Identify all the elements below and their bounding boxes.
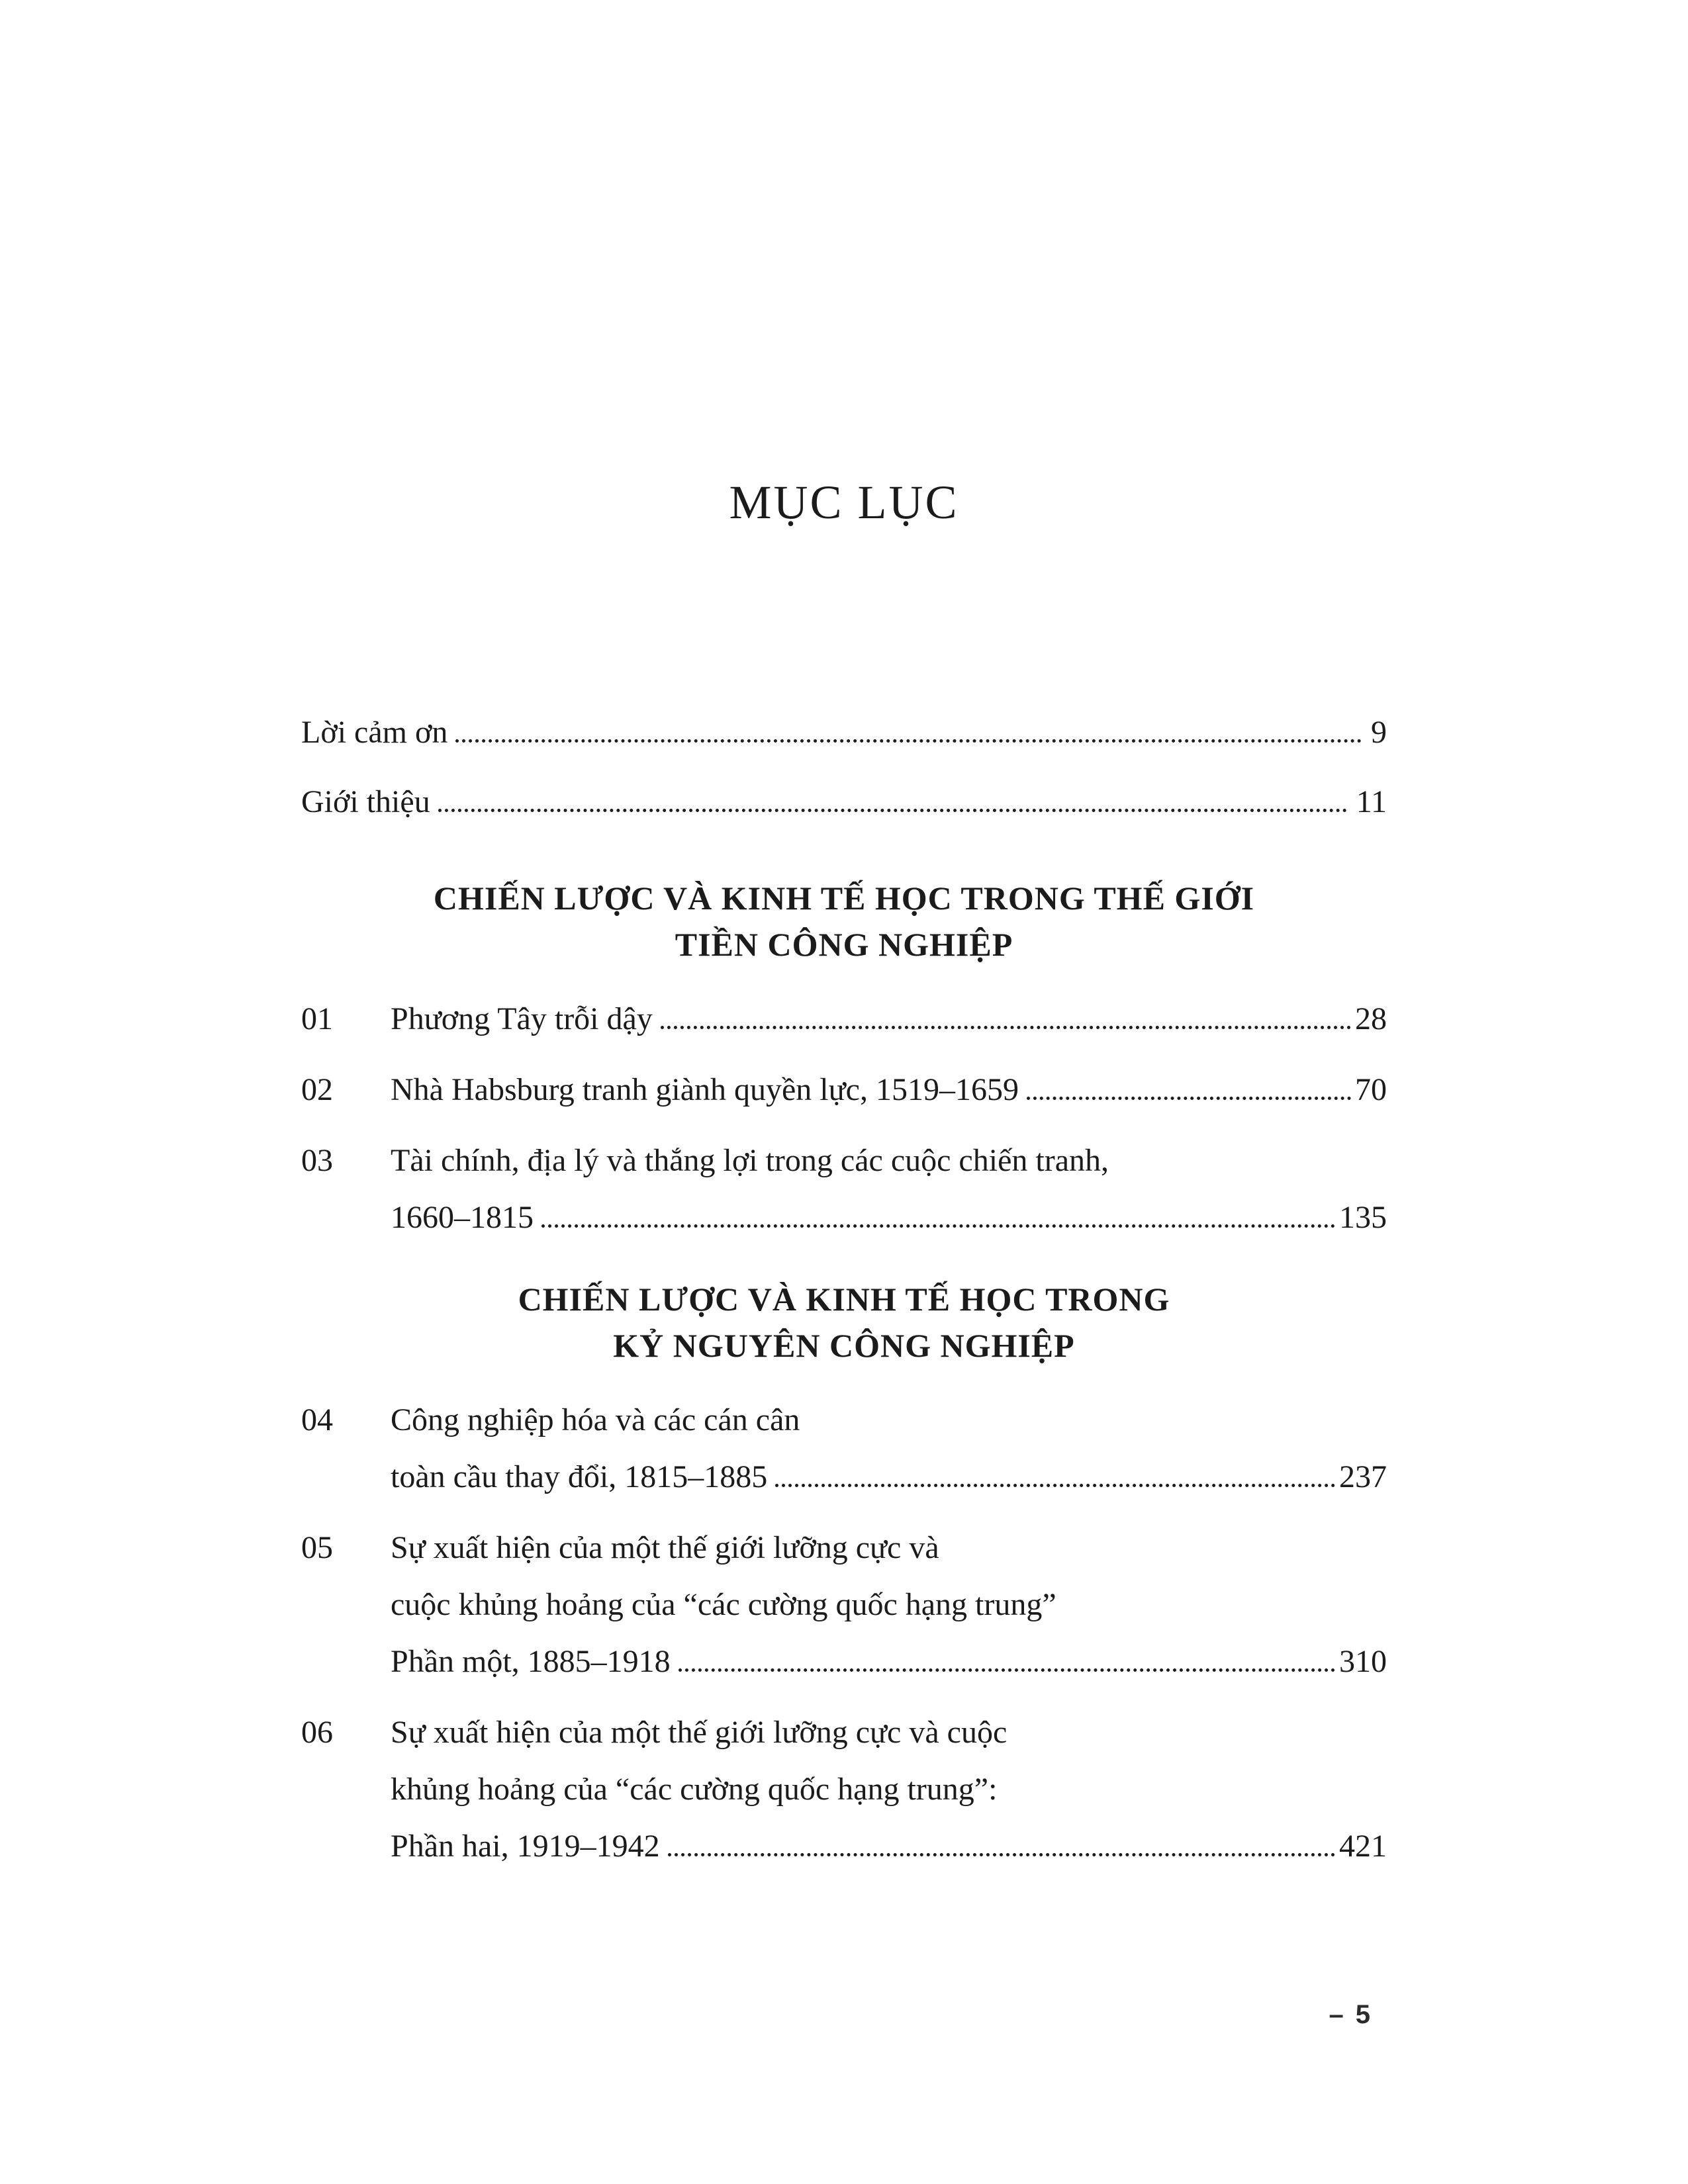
chapter-title [391,1062,1387,1118]
entry-label: Giới thiệu [301,784,430,819]
footer-page-number: 5 [1355,2000,1370,2029]
entry-page-number: 11 [1356,784,1387,819]
front-matter-entry [301,779,1387,825]
chapter-number: 03 [301,1143,333,1178]
entry-page-number: 237 [1339,1459,1387,1494]
front-matter-list [301,709,1387,825]
chapter-title-line [391,1062,1387,1118]
chapter-title [391,1520,1387,1690]
chapter-title-line: Công nghiệp hóa và các cán cân [391,1402,800,1437]
chapter-row [301,1392,1387,1506]
section-heading [301,1276,1387,1369]
chapter-title-line: Sự xuất hiện của một thế giới lưỡng cực và [391,1530,939,1565]
entry-page-number: 9 [1371,715,1387,750]
page-title: MỤC LỤC [729,476,959,529]
chapter-title-text: 1660–1815 [391,1200,534,1235]
chapter-title-text: Phương Tây trỗi dậy [391,1001,653,1036]
chapter-title [391,1132,1387,1246]
chapter-row [301,1132,1387,1246]
toc-content [301,0,1387,1889]
chapter-number: 06 [301,1715,333,1750]
toc-section-2 [301,1276,1387,1875]
section-heading-line: CHIẾN LƯỢC VÀ KINH TẾ HỌC TRONG THẾ GIỚI [433,880,1255,917]
chapter-title-line: Sự xuất hiện của một thế giới lưỡng cực và cuộc [391,1715,1008,1750]
chapter-number: 01 [301,1001,333,1036]
chapter-title-line [391,1449,1387,1506]
chapter-title-line [391,1818,1387,1875]
chapter-number: 05 [301,1530,333,1565]
chapter-row [301,1520,1387,1690]
chapter-row [301,1062,1387,1118]
section-heading-line: CHIẾN LƯỢC VÀ KINH TẾ HỌC TRONG [518,1281,1170,1318]
chapter-number: 04 [301,1402,333,1437]
chapter-title-line: Tài chính, địa lý và thắng lợi trong các cuộc chiến tranh, [391,1143,1109,1178]
chapter-row [301,1704,1387,1875]
chapter-title [391,1704,1387,1875]
dot-leader [1027,1097,1351,1100]
chapter-title-line: khủng hoảng của “các cường quốc hạng trung”: [391,1772,998,1807]
entry-page-number: 135 [1339,1200,1387,1235]
chapter-title-text: toàn cầu thay đổi, 1815–1885 [391,1459,768,1494]
section-heading-line: TIỀN CÔNG NGHIỆP [675,926,1013,963]
section-heading [301,875,1387,968]
toc-section-1 [301,875,1387,1246]
chapter-title-line [391,1633,1387,1690]
entry-page-number: 28 [1355,1001,1387,1036]
section-heading-line: KỶ NGUYÊN CÔNG NGHIỆP [613,1327,1075,1364]
chapter-title-line [391,991,1387,1048]
chapter-row [301,991,1387,1048]
footer-dash: – [1329,2000,1344,2029]
entry-label: Lời cảm ơn [301,715,448,750]
entry-page-number: 310 [1339,1644,1387,1679]
page-footer [1329,2000,1371,2030]
dot-leader [679,1668,1335,1672]
dot-leader [661,1026,1351,1029]
entry-page-number: 421 [1339,1829,1387,1864]
dot-leader [668,1853,1335,1856]
entry-page-number: 70 [1355,1072,1387,1107]
chapter-title-line [391,1189,1387,1246]
dot-leader [455,739,1362,743]
chapter-title-line: cuộc khủng hoảng của “các cường quốc hạng trung” [391,1587,1056,1622]
dot-leader [775,1484,1335,1487]
dot-leader [438,809,1347,812]
chapter-title-text: Phần một, 1885–1918 [391,1644,671,1679]
chapter-title-text: Phần hai, 1919–1942 [391,1829,660,1864]
dot-leader [541,1224,1335,1228]
chapter-title [391,1392,1387,1506]
front-matter-entry [301,709,1387,756]
chapter-title-text: Nhà Habsburg tranh giành quyền lực, 1519–1659 [391,1072,1019,1107]
chapter-title [391,991,1387,1048]
chapter-number: 02 [301,1072,333,1107]
